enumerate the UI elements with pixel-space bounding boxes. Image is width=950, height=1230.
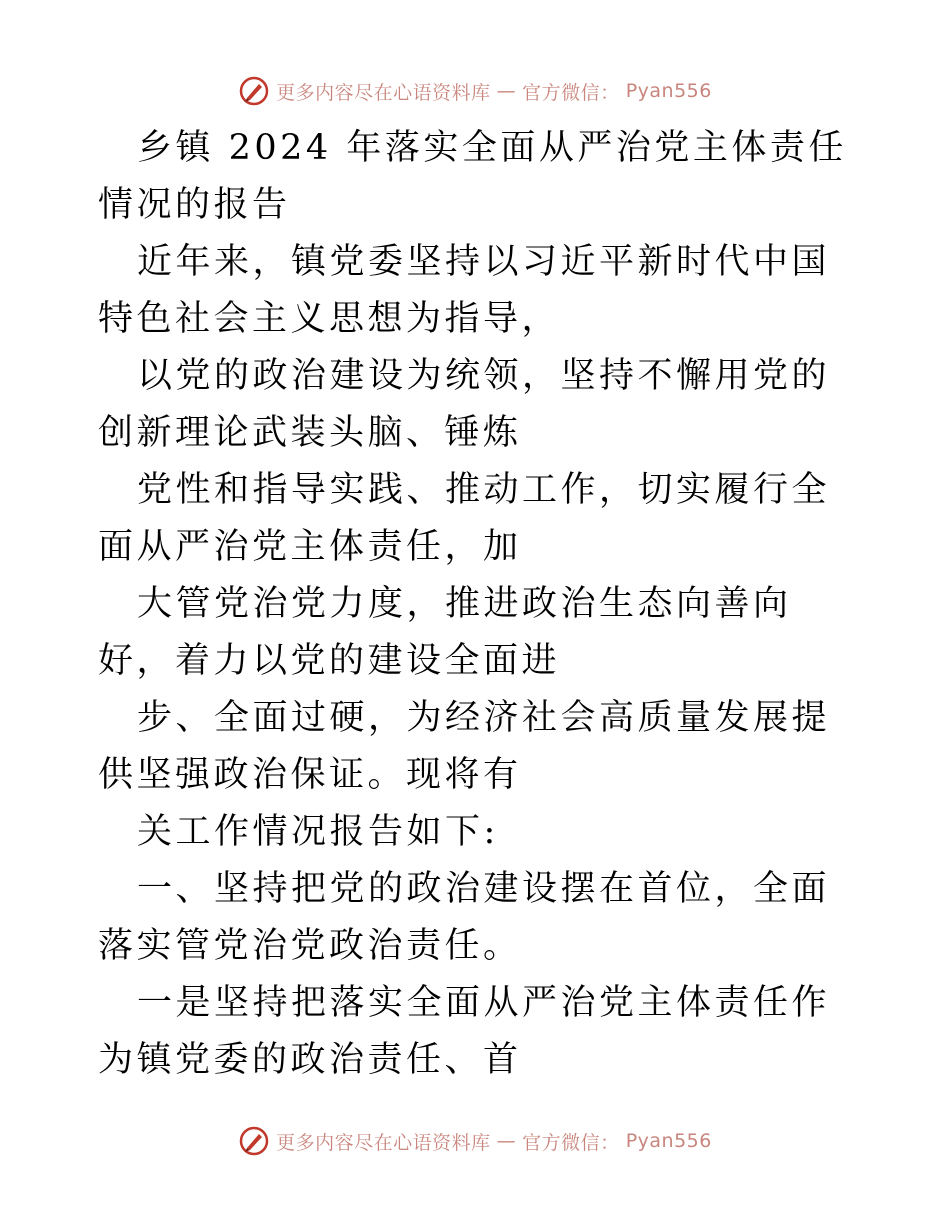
paragraph: 以党的政治建设为统领，坚持不懈用党的创新理论武装头脑、锤炼: [98, 356, 831, 453]
pen-logo-icon: [238, 1125, 270, 1157]
paragraph: 一是坚持把落实全面从严治党主体责任作为镇党委的政治责任、首: [98, 983, 831, 1080]
section-heading: 一、坚持把党的政治建设摆在首位，全面落实管党治党政治责任。: [98, 869, 831, 966]
watermark-separator: —: [496, 1130, 517, 1152]
document-body: [98, 120, 858, 1089]
header-watermark: [0, 71, 950, 111]
watermark-site-text: 更多内容尽在心语资料库: [276, 81, 491, 104]
footer-watermark: [0, 1121, 950, 1161]
paragraph: 大管党治党力度，推进政治生态向善向好，着力以党的建设全面进: [98, 584, 792, 681]
watermark-site-text: 更多内容尽在心语资料库: [276, 1131, 491, 1154]
document-title: 乡镇 2024 年落实全面从严治党主体责任情况的报告: [98, 128, 847, 225]
watermark-account: Pyan556: [625, 80, 712, 102]
paragraph: 近年来，镇党委坚持以习近平新时代中国特色社会主义思想为指导，: [98, 242, 831, 339]
watermark-official-label: 官方微信：: [522, 1131, 620, 1154]
paragraph: 党性和指导实践、推动工作，切实履行全面从严治党主体责任，加: [98, 470, 831, 567]
watermark-official-label: 官方微信：: [522, 81, 620, 104]
paragraph: 关工作情况报告如下:: [137, 812, 499, 852]
pen-logo-icon: [238, 75, 270, 107]
watermark-account: Pyan556: [625, 1130, 712, 1152]
watermark-separator: —: [496, 80, 517, 102]
paragraph: 步、全面过硬，为经济社会高质量发展提供坚强政治保证。现将有: [98, 698, 831, 795]
